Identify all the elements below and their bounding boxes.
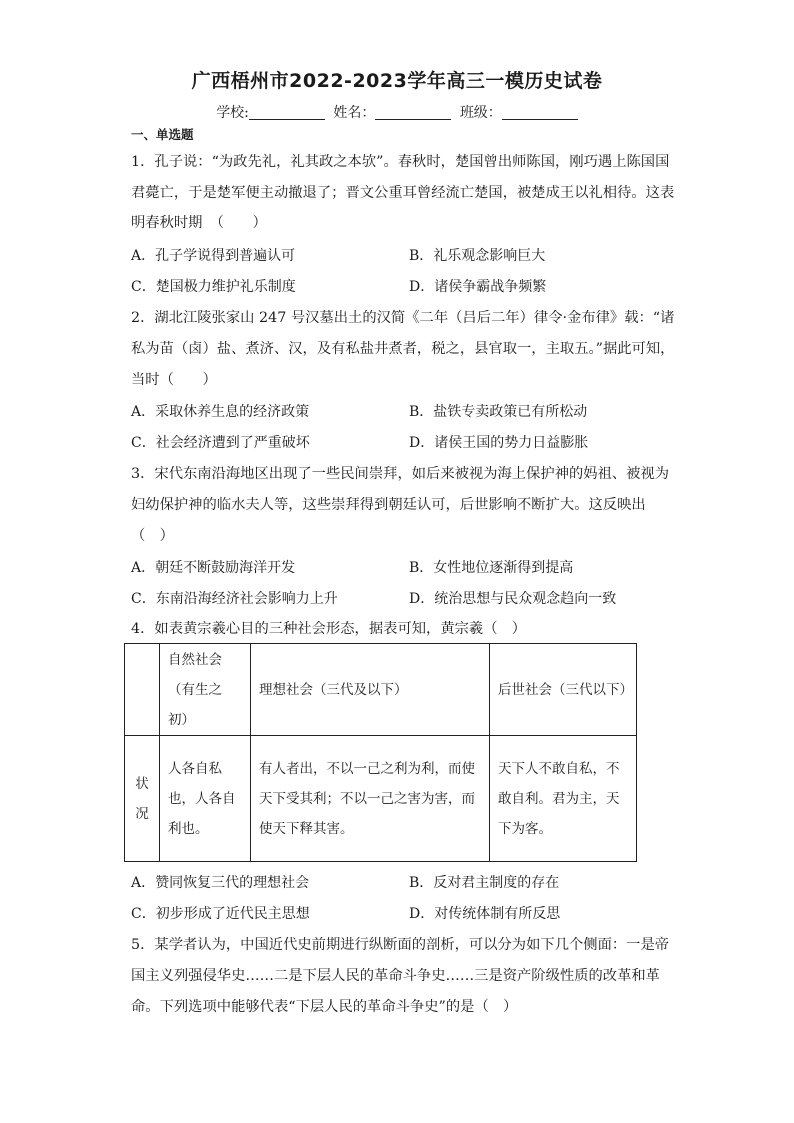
question-1-option-b[interactable]: B．礼乐观念影响巨大: [409, 248, 546, 264]
class-blank[interactable]: [502, 105, 578, 120]
table-row: [125, 736, 637, 862]
question-2-line-2: 私为苗（卤）盐、煮济、汉，及有私盐井煮者，税之，县官取一，主取五。”据此可知，: [131, 341, 675, 357]
question-4-option-d[interactable]: D．对传统体制有所反思: [409, 906, 561, 922]
question-2-option-d[interactable]: D．诸侯王国的势力日益膨胀: [409, 435, 589, 451]
question-1-option-d[interactable]: D．诸侯争霸战争频繁: [409, 279, 547, 295]
table-row-label: 状况: [125, 736, 160, 862]
question-2-line-3: 当时（ ）: [131, 372, 217, 388]
class-label: 班级：: [459, 105, 502, 121]
name-label: 姓名：: [333, 105, 376, 121]
social-forms-table: [124, 643, 637, 862]
question-3-line-1: 3．宋代东南沿海地区出现了一些民间崇拜，如后来被视为海上保护神的妈祖、被视为: [131, 466, 670, 482]
table-cell-ideal-society: 有人者出，不以一己之利为利，而使天下受其利；不以一己之害为害，而使天下释其害。: [251, 736, 490, 862]
question-5-line-1: 5．某学者认为，中国近代史前期进行纵断面的剖析，可以分为如下几个侧面：一是帝: [131, 937, 670, 953]
question-2-option-c[interactable]: C．社会经济遭到了严重破坏: [131, 435, 310, 451]
question-2-option-b[interactable]: B．盐铁专卖政策已有所松动: [409, 404, 588, 420]
student-info-line: [0, 102, 794, 122]
question-3-line-3: （ ）: [131, 528, 174, 544]
question-1-option-c[interactable]: C．楚国极力维护礼乐制度: [131, 279, 296, 295]
question-2-line-1: 2．湖北江陵张家山 247 号汉墓出土的汉简《二年（吕后二年）律令·金布律》载：“诸: [131, 310, 675, 326]
section-title: 一、单选题: [131, 127, 194, 142]
question-2-option-a[interactable]: A．采取休养生息的经济政策: [131, 404, 310, 420]
question-4-option-b[interactable]: B．反对君主制度的存在: [409, 875, 560, 891]
question-4-line-1: 4．如表黄宗羲心目的三种社会形态，据表可知，黄宗羲（ ）: [131, 621, 527, 637]
exam-title: 广西梧州市2022-2023学年高三一模历史试卷: [191, 70, 603, 92]
table-header-ideal-society: 理想社会（三代及以下）: [251, 644, 490, 736]
question-4-option-a[interactable]: A．赞同恢复三代的理想社会: [131, 875, 310, 891]
question-3-line-2: 妇幼保护神的临水夫人等，这些崇拜得到朝廷认可，后世影响不断扩大。这反映出: [131, 497, 646, 513]
question-1-option-a[interactable]: A．孔子学说得到普遍认可: [131, 248, 296, 264]
question-1-line-3: 明春秋时期 （ ）: [131, 215, 267, 231]
table-corner-cell: [125, 644, 160, 736]
question-5-line-2: 国主义列强侵华史……二是下层人民的革命斗争史……三是资产阶级性质的改革和革: [131, 968, 660, 984]
school-blank[interactable]: [249, 105, 325, 120]
school-label: 学校:: [216, 105, 249, 121]
question-3-option-b[interactable]: B．女性地位逐渐得到提高: [409, 560, 574, 576]
table-header-later-society: 后世社会（三代以下）: [490, 644, 637, 736]
table-header-natural-society: 自然社会（有生之初）: [160, 644, 251, 736]
table-header-row: [125, 644, 637, 736]
table-cell-natural-society: 人各自私也，人各自利也。: [160, 736, 251, 862]
question-4-option-c[interactable]: C．初步形成了近代民主思想: [131, 906, 310, 922]
question-5-line-3: 命。下列选项中能够代表“下层人民的革命斗争史”的是（ ）: [131, 999, 518, 1015]
question-3-option-c[interactable]: C．东南沿海经济社会影响力上升: [131, 591, 338, 607]
table-cell-later-society: 天下人不敢自私，不敢自利。君为主，天下为客。: [490, 736, 637, 862]
question-1-line-1: 1．孔子说：“为政先礼，礼其政之本欤”。春秋时，楚国曾出师陈国，刚巧遇上陈国国: [131, 154, 670, 170]
name-blank[interactable]: [375, 105, 451, 120]
question-3-option-d[interactable]: D．统治思想与民众观念趋向一致: [409, 591, 617, 607]
question-1-line-2: 君薨亡，于是楚军便主动撤退了；晋文公重耳曾经流亡楚国，被楚成王以礼相待。这表: [131, 185, 675, 201]
question-3-option-a[interactable]: A．朝廷不断鼓励海洋开发: [131, 560, 296, 576]
